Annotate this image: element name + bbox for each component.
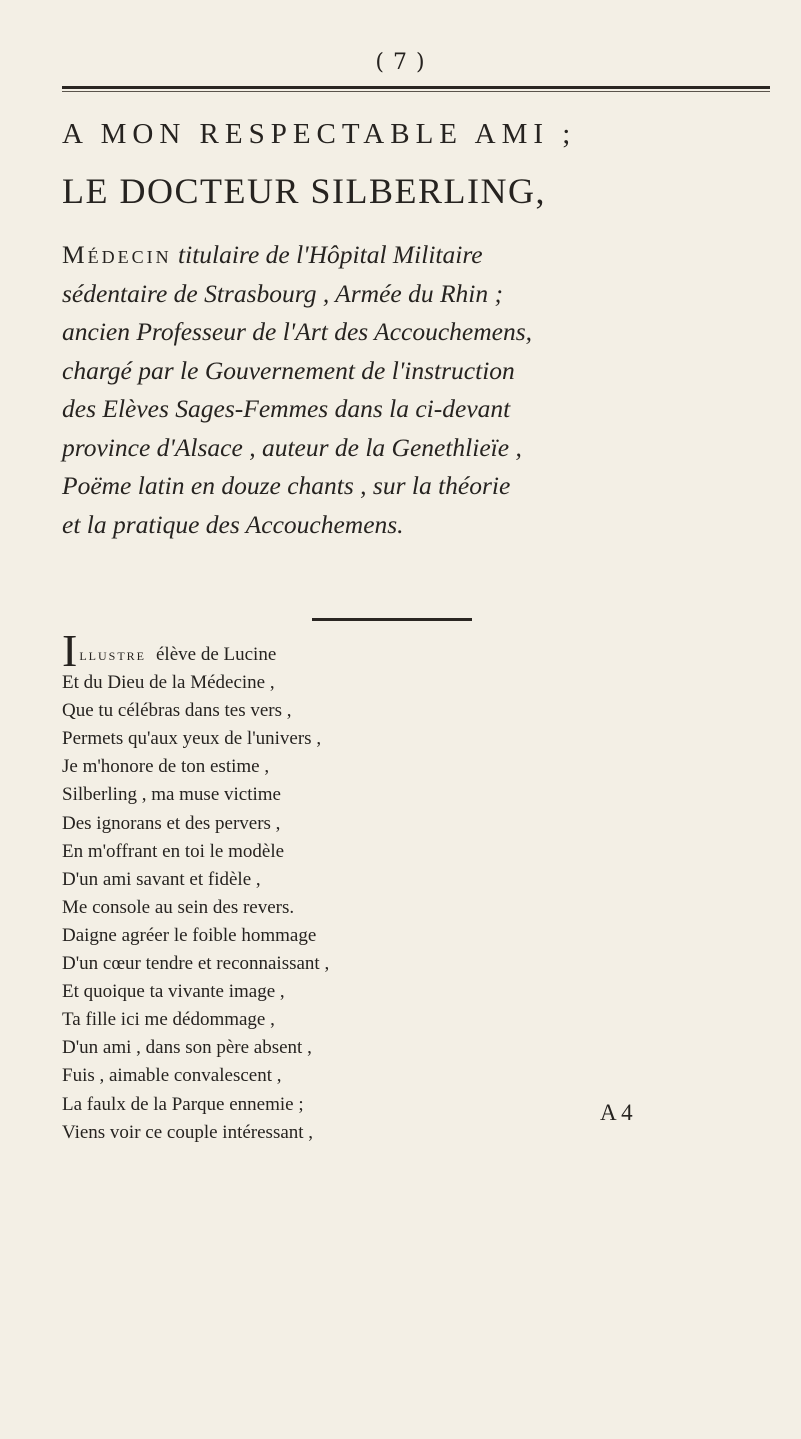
poem [62,625,762,1147]
poem-line: Daigne agréer le foible hommage [62,924,317,946]
poem-line: Je m'honore de ton estime , [62,756,270,778]
poem-line: Et du Dieu de la Médecine , [62,672,275,694]
title-line: province d'Alsace , auteur de la Genethlieïe , [62,432,522,462]
poem-line: En m'offrant en toi le modèle [62,840,285,862]
poem-line: Illustre élève de Lucine [62,625,277,676]
poem-line: Et quoique ta vivante image , [62,981,285,1003]
poem-line: Permets qu'aux yeux de l'univers , [62,728,322,750]
poem-line: D'un cœur tendre et reconnaissant , [62,953,330,975]
title-line: sédentaire de Strasbourg , Armée du Rhin ; [62,278,503,308]
section-rule [312,618,472,621]
poem-line: Fuis , aimable convalescent , [62,1065,282,1087]
poem-line: Des ignorans et des pervers , [62,812,281,834]
poem-line: D'un ami , dans son père absent , [62,1037,312,1059]
top-rule [62,86,770,89]
drop-cap: I [62,625,78,676]
doctor-titles [62,236,777,544]
poem-line: Silberling , ma muse victime [62,784,281,806]
title-line: ancien Professeur de l'Art des Accouchemens, [62,317,532,346]
title-line: et la pratique des Accouchemens. [62,509,404,539]
dedication-heading: A MON RESPECTABLE AMI ; [62,118,577,150]
doctor-name-heading: LE DOCTEUR SILBERLING, [62,171,546,211]
page-number: ( 7 ) [375,50,426,75]
title-line: chargé par le Gouvernement de l'instruction [62,355,515,385]
poem-line: Ta fille ici me dédommage , [62,1009,275,1031]
signature-mark: A 4 [600,1100,633,1125]
poem-line: Que tu célébras dans tes vers , [62,700,292,722]
title-line: Médecin titulaire de l'Hôpital Militaire [62,240,483,269]
top-rule-thin [62,91,770,92]
poem-line: D'un ami savant et fidèle , [62,868,261,890]
poem-line: La faulx de la Parque ennemie ; [62,1093,304,1115]
title-line: des Elèves Sages-Femmes dans la ci-devant [62,394,511,423]
title-line: Poëme latin en douze chants , sur la théorie [62,471,511,500]
poem-line: Viens voir ce couple intéressant , [62,1121,314,1143]
poem-line: Me console au sein des revers. [62,896,295,918]
